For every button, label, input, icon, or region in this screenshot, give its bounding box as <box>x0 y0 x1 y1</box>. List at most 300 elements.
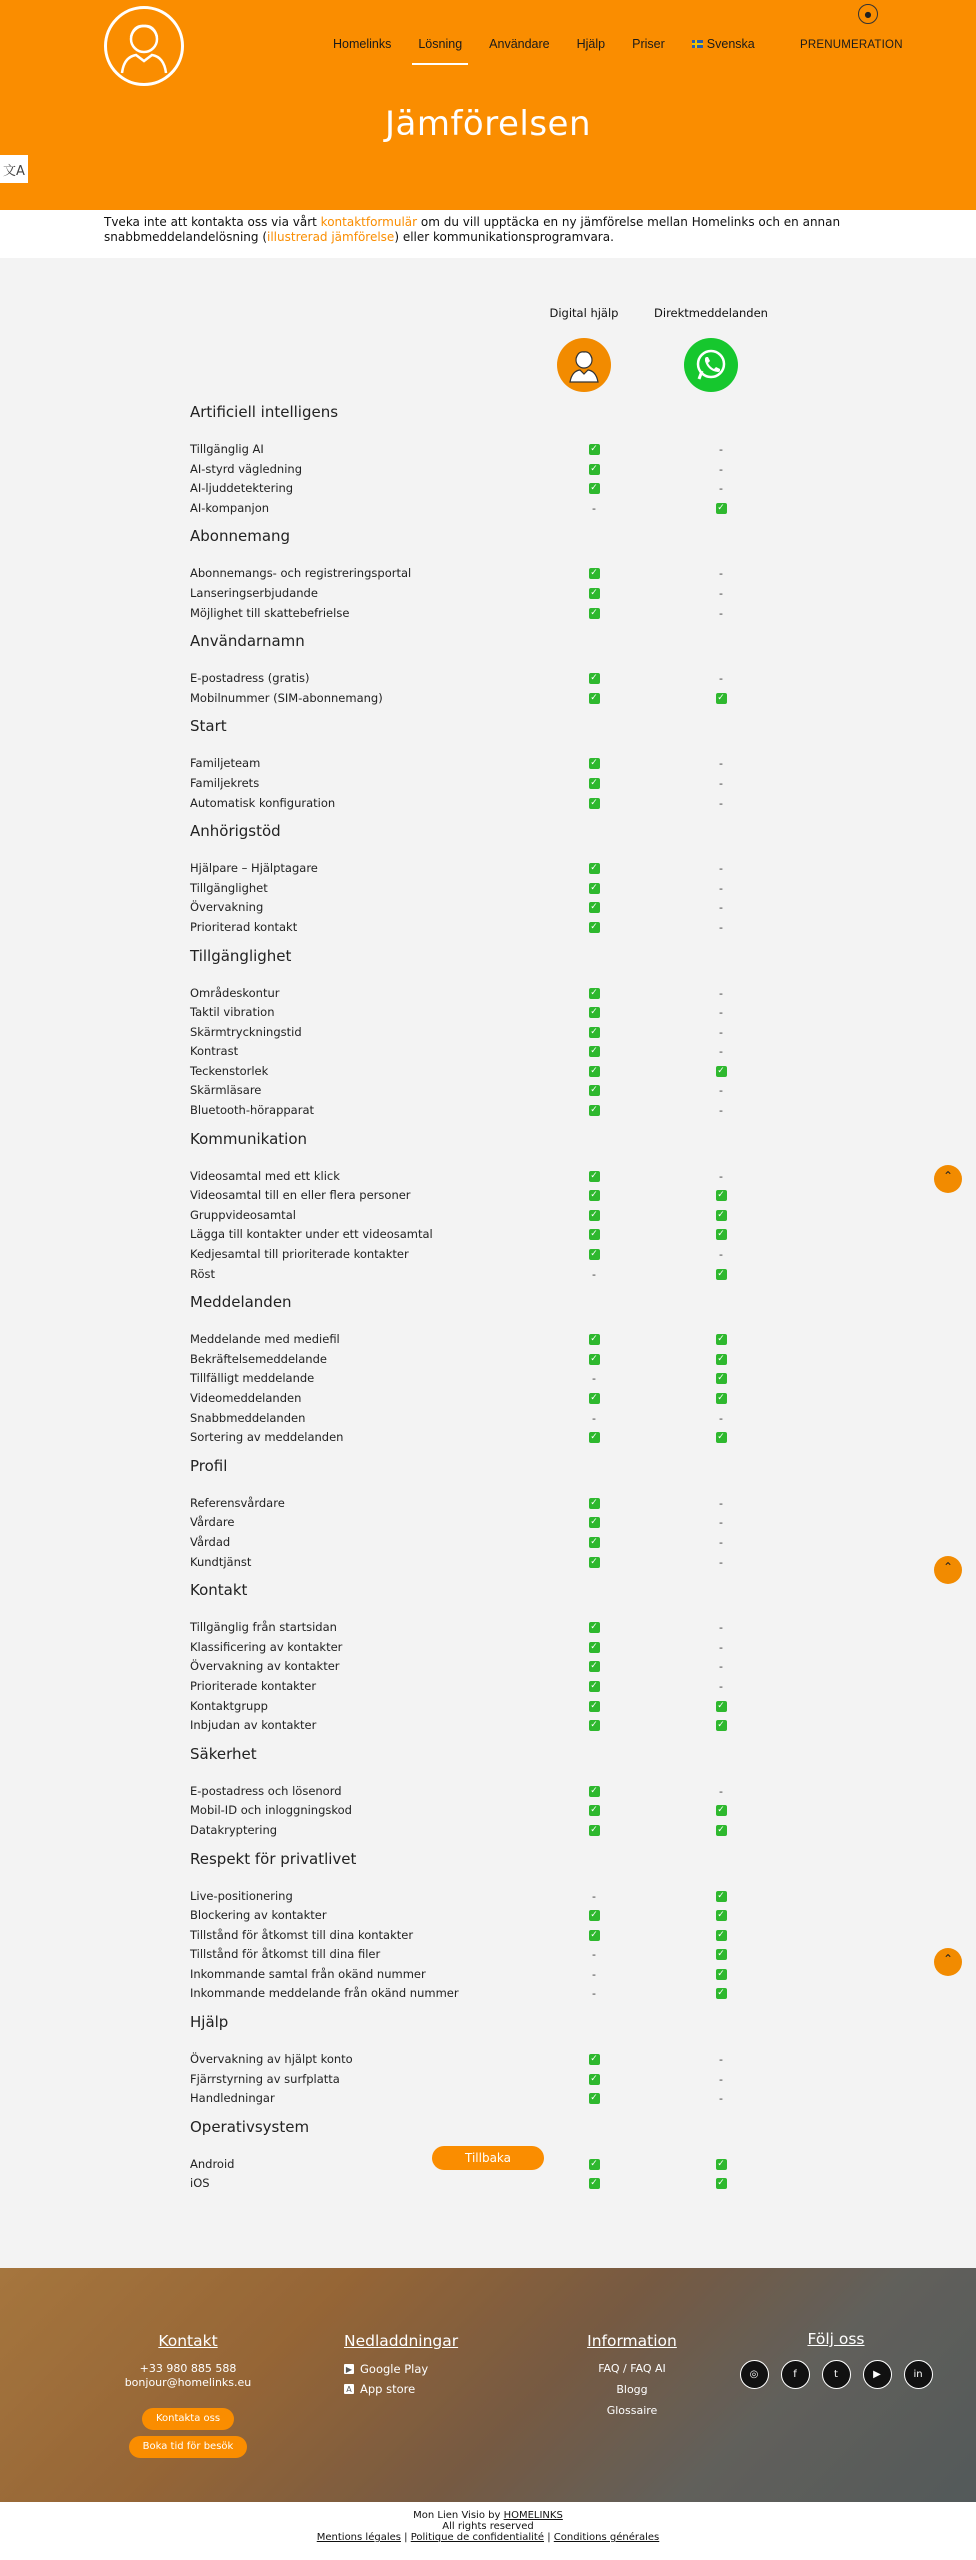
feature-row <box>190 499 790 519</box>
dash-mark: - <box>719 776 723 790</box>
feature-row <box>190 1409 790 1429</box>
check-icon: ✓ <box>590 1105 598 1116</box>
dash-mark: - <box>719 1516 723 1530</box>
section-title: Tillgänglighet <box>190 946 292 965</box>
feature-label: Automatisk konfiguration <box>190 795 336 810</box>
feature-label: E-postadress (gratis) <box>190 671 310 686</box>
check-icon: ✓ <box>590 797 598 808</box>
dash-mark: - <box>592 1967 596 1981</box>
check-icon: ✓ <box>590 1065 598 1076</box>
feature-row <box>190 479 790 499</box>
feature-supported <box>584 1062 604 1082</box>
footer-follow-title: Följ oss <box>807 2330 865 2348</box>
glossary-link[interactable]: Glossaire <box>606 2404 658 2417</box>
nav-anvandare[interactable]: Användare <box>489 37 550 51</box>
feature-label: Familjeteam <box>190 756 261 771</box>
feature-supported <box>584 479 604 499</box>
legal-bar <box>0 2502 976 2554</box>
feature-supported <box>584 1389 604 1409</box>
feature-unsupported <box>711 1245 731 1265</box>
footer-downloads <box>344 2332 474 2402</box>
back-button[interactable]: Tillbaka <box>432 2146 544 2170</box>
dash-mark: - <box>719 2092 723 2106</box>
language-label: Svenska <box>706 37 755 51</box>
feature-row <box>190 1042 790 1062</box>
dash-mark: - <box>719 606 723 620</box>
check-icon: ✓ <box>590 1536 598 1547</box>
nav-losning[interactable]: Lösning <box>418 37 463 51</box>
privacy-link[interactable]: Politique de confidentialité <box>410 2532 545 2543</box>
feature-unsupported <box>711 669 731 689</box>
section-title: Start <box>190 717 227 736</box>
feature-row <box>190 1906 790 1926</box>
check-icon: ✓ <box>590 1517 598 1528</box>
google-play-link[interactable] <box>344 2362 474 2376</box>
feature-label: Prioriterade kontakter <box>190 1678 317 1693</box>
feature-label: Övervakning <box>190 900 264 915</box>
feature-row <box>190 1984 790 2004</box>
scroll-top-button[interactable]: ⌃ <box>934 1165 962 1193</box>
feature-label: Kedjesamtal till prioriterade kontakter <box>190 1247 409 1262</box>
feature-supported <box>711 1389 731 1409</box>
feature-unsupported <box>584 499 604 519</box>
feature-supported <box>584 1245 604 1265</box>
feature-row <box>190 1926 790 1946</box>
check-icon: ✓ <box>590 1680 598 1691</box>
feature-supported <box>584 1638 604 1658</box>
feature-unsupported <box>711 754 731 774</box>
google-play-label: Google Play <box>360 2362 429 2376</box>
check-icon: ✓ <box>590 1353 598 1364</box>
check-icon: ✓ <box>590 1249 598 1260</box>
feature-label: Taktil vibration <box>190 1005 275 1020</box>
feature-supported <box>711 1428 731 1448</box>
dash-mark: - <box>719 1496 723 1510</box>
dash-mark: - <box>592 1267 596 1281</box>
feature-label: Prioriterad kontakt <box>190 919 298 934</box>
feature-label: Meddelande med mediefil <box>190 1332 340 1347</box>
feature-row <box>190 1801 790 1821</box>
check-icon: ✓ <box>717 1373 725 1384</box>
feature-label: Android <box>190 2156 235 2171</box>
check-icon: ✓ <box>590 673 598 684</box>
feature-label: Blockering av kontakter <box>190 1908 327 1923</box>
feature-unsupported <box>711 2089 731 2109</box>
check-icon: ✓ <box>717 1890 725 1901</box>
feature-row <box>190 2089 790 2109</box>
feature-supported <box>711 1225 731 1245</box>
feature-supported <box>584 2155 604 2175</box>
feature-supported <box>711 1801 731 1821</box>
section-title: Operativsystem <box>190 2117 310 2136</box>
check-icon: ✓ <box>717 692 725 703</box>
feature-label: Områdeskontur <box>190 985 280 1000</box>
illustrated-comparison-link[interactable]: illustrerad jämförelse <box>267 230 395 244</box>
check-icon: ✓ <box>717 1968 725 1979</box>
feature-supported <box>711 1369 731 1389</box>
feature-supported <box>584 1533 604 1553</box>
feature-row <box>190 1533 790 1553</box>
dash-mark: - <box>719 2072 723 2086</box>
whatsapp-icon <box>684 338 738 392</box>
check-icon: ✓ <box>717 1988 725 1999</box>
check-icon: ✓ <box>590 882 598 893</box>
feature-row <box>190 1369 790 1389</box>
feature-row <box>190 1513 790 1533</box>
check-icon: ✓ <box>717 1824 725 1835</box>
dash-mark: - <box>719 1679 723 1693</box>
facebook-icon[interactable]: f <box>781 2360 810 2389</box>
feature-supported <box>584 2089 604 2109</box>
feature-supported <box>711 1984 731 2004</box>
feature-row <box>190 1101 790 1121</box>
dash-mark: - <box>719 1084 723 1098</box>
footer-information <box>572 2332 692 2425</box>
feature-row <box>190 1167 790 1187</box>
feature-unsupported <box>711 1081 731 1101</box>
feature-supported <box>711 1821 731 1841</box>
check-icon: ✓ <box>590 1007 598 1018</box>
feature-supported <box>584 2070 604 2090</box>
feature-unsupported <box>711 794 731 814</box>
feature-unsupported <box>711 440 731 460</box>
dash-mark: - <box>719 1784 723 1798</box>
check-icon: ✓ <box>717 1268 725 1279</box>
feature-label: AI-kompanjon <box>190 500 270 515</box>
feature-supported <box>711 1926 731 1946</box>
feature-unsupported <box>711 604 731 624</box>
feature-unsupported <box>584 1945 604 1965</box>
instagram-icon[interactable]: ◎ <box>740 2360 769 2389</box>
check-icon: ✓ <box>590 1432 598 1443</box>
feature-label: Övervakning av hjälpt konto <box>190 2052 353 2067</box>
feature-unsupported <box>711 2070 731 2090</box>
feature-row <box>190 604 790 624</box>
check-icon: ✓ <box>590 1085 598 1096</box>
feature-row <box>190 1821 790 1841</box>
feature-supported <box>584 1494 604 1514</box>
check-icon: ✓ <box>717 1700 725 1711</box>
check-icon: ✓ <box>590 1026 598 1037</box>
feature-supported <box>584 1513 604 1533</box>
feature-label: Familjekrets <box>190 775 260 790</box>
feature-unsupported <box>711 1553 731 1573</box>
dash-mark: - <box>719 482 723 496</box>
feature-label: Mobilnummer (SIM-abonnemang) <box>190 690 383 705</box>
dash-mark: - <box>719 920 723 934</box>
feature-unsupported <box>711 859 731 879</box>
check-icon: ✓ <box>590 444 598 454</box>
dash-mark: - <box>719 1006 723 1020</box>
feature-row <box>190 1782 790 1802</box>
feature-row <box>190 1618 790 1638</box>
check-icon: ✓ <box>590 1929 598 1940</box>
feature-row <box>190 918 790 938</box>
credit-line <box>0 2510 976 2521</box>
check-icon: ✓ <box>590 1334 598 1345</box>
feature-row <box>190 1225 790 1245</box>
feature-supported <box>584 984 604 1004</box>
feature-supported <box>711 2174 731 2194</box>
feature-row <box>190 689 790 709</box>
feature-label: Lägga till kontakter under ett videosamtal <box>190 1227 433 1242</box>
check-icon: ✓ <box>590 1229 598 1240</box>
feature-supported <box>584 859 604 879</box>
feature-row <box>190 1494 790 1514</box>
feature-supported <box>584 1821 604 1841</box>
check-icon: ✓ <box>590 2158 598 2169</box>
feature-supported <box>584 1225 604 1245</box>
section-title: Meddelanden <box>190 1293 292 1312</box>
subscribe-link[interactable]: PRENUMERATION <box>800 39 903 51</box>
feature-supported <box>584 1926 604 1946</box>
dash-mark: - <box>719 672 723 686</box>
feature-row <box>190 1716 790 1736</box>
check-icon: ✓ <box>590 1170 598 1181</box>
swedish-flag-icon <box>692 40 703 48</box>
dash-mark: - <box>719 1411 723 1425</box>
check-icon: ✓ <box>590 1720 598 1731</box>
feature-label: Fjärrstyrning av surfplatta <box>190 2071 340 2086</box>
user-avatar-icon <box>114 15 174 77</box>
check-icon: ✓ <box>717 1209 725 1220</box>
check-icon: ✓ <box>717 1949 725 1960</box>
check-icon: ✓ <box>590 1209 598 1220</box>
twitter-icon[interactable]: t <box>822 2360 851 2389</box>
dash-mark: - <box>592 1411 596 1425</box>
feature-label: Vårdare <box>190 1515 235 1530</box>
feature-row <box>190 1350 790 1370</box>
check-icon: ✓ <box>590 1046 598 1057</box>
book-visit-button[interactable]: Boka tid för besök <box>129 2436 248 2458</box>
feature-unsupported <box>584 1887 604 1907</box>
dash-mark: - <box>719 443 723 456</box>
feature-label: Tillfälligt meddelande <box>190 1371 315 1386</box>
footer-contact <box>113 2332 263 2458</box>
feature-supported <box>711 499 731 519</box>
check-icon: ✓ <box>717 2178 725 2189</box>
feature-row <box>190 879 790 899</box>
feature-label: Gruppvideosamtal <box>190 1207 296 1222</box>
feature-unsupported <box>711 1677 731 1697</box>
feature-row <box>190 460 790 480</box>
check-icon: ✓ <box>717 1334 725 1345</box>
check-icon: ✓ <box>717 1393 725 1403</box>
scroll-top-button[interactable]: ⌃ <box>934 1948 962 1976</box>
feature-supported <box>584 1350 604 1370</box>
feature-label: Abonnemangs- och registreringsportal <box>190 566 412 581</box>
section-title: Profil <box>190 1456 228 1475</box>
feature-label: Snabbmeddelanden <box>190 1410 306 1425</box>
feature-supported <box>584 1042 604 1062</box>
comparison-table <box>190 394 790 2194</box>
play-icon: ▶ <box>345 2364 353 2374</box>
feature-row <box>190 1677 790 1697</box>
check-icon: ✓ <box>717 1720 725 1731</box>
footer-downloads-title: Nedladdningar <box>344 2332 459 2350</box>
check-icon: ✓ <box>590 1641 598 1652</box>
feature-supported <box>711 1697 731 1717</box>
feature-unsupported <box>711 1657 731 1677</box>
dash-mark: - <box>719 1104 723 1118</box>
feature-unsupported <box>711 774 731 794</box>
feature-unsupported <box>711 898 731 918</box>
footer-info-title: Information <box>587 2332 677 2350</box>
footer-phone[interactable]: +33 980 885 588 <box>139 2362 237 2375</box>
feature-row <box>190 859 790 879</box>
dash-mark: - <box>719 1025 723 1039</box>
feature-supported <box>584 669 604 689</box>
site-header <box>0 0 976 210</box>
feature-row <box>190 2050 790 2070</box>
section-title: Anhörigstöd <box>190 822 281 841</box>
dash-mark: - <box>719 881 723 895</box>
feature-unsupported <box>711 1167 731 1187</box>
app-store-link[interactable] <box>344 2382 474 2396</box>
feature-label: Klassificering av kontakter <box>190 1639 343 1654</box>
feature-unsupported <box>584 1984 604 2004</box>
footer-email[interactable]: bonjour@homelinks.eu <box>124 2376 252 2389</box>
feature-unsupported <box>711 1782 731 1802</box>
feature-supported <box>584 1023 604 1043</box>
check-icon: ✓ <box>590 1393 598 1403</box>
feature-supported <box>584 564 604 584</box>
check-icon: ✓ <box>717 1432 725 1443</box>
logo[interactable] <box>104 6 184 86</box>
dash-mark: - <box>719 1555 723 1569</box>
feature-label: Bekräftelsemeddelande <box>190 1351 327 1366</box>
feature-row <box>190 794 790 814</box>
feature-supported <box>711 1330 731 1350</box>
dash-mark: - <box>719 2053 723 2067</box>
footer-follow <box>720 2330 952 2389</box>
legal-notice-link[interactable]: Mentions légales <box>316 2532 401 2543</box>
blog-link[interactable]: Blogg <box>616 2383 648 2396</box>
feature-row <box>190 1945 790 1965</box>
nav-language[interactable] <box>692 37 755 51</box>
section-title: Användarnamn <box>190 632 305 651</box>
feature-supported <box>584 604 604 624</box>
feature-supported <box>711 1965 731 1985</box>
intro <box>0 210 976 258</box>
check-icon: ✓ <box>717 1065 725 1076</box>
feature-label: Lanseringserbjudande <box>190 585 318 600</box>
dash-mark: - <box>719 986 723 1000</box>
contact-form-link[interactable]: kontaktformulär <box>320 215 418 229</box>
dash-mark: - <box>719 1535 723 1549</box>
check-icon: ✓ <box>590 1622 598 1633</box>
feature-row <box>190 1638 790 1658</box>
feature-label: Inkommande meddelande från okänd nummer <box>190 1986 459 2001</box>
check-icon: ✓ <box>590 902 598 913</box>
feature-label: Mobil-ID och inloggningskod <box>190 1803 352 1818</box>
check-icon: ✓ <box>590 1910 598 1921</box>
scroll-top-button[interactable]: ⌃ <box>934 1556 962 1584</box>
dash-mark: - <box>592 1987 596 2001</box>
faq-link[interactable]: FAQ / FAQ AI <box>598 2362 666 2375</box>
feature-supported <box>711 1350 731 1370</box>
feature-label: Teckenstorlek <box>190 1063 269 1078</box>
check-icon: ✓ <box>590 607 598 618</box>
page-title: Jämförelsen <box>384 104 592 144</box>
section-title: Artificiell intelligens <box>190 403 339 421</box>
section-title: Säkerhet <box>190 1744 257 1763</box>
check-icon: ✓ <box>590 568 598 579</box>
feature-supported <box>584 440 604 460</box>
dash-mark: - <box>592 501 596 515</box>
social-links <box>720 2360 952 2389</box>
feature-unsupported <box>711 2050 731 2070</box>
translate-icon[interactable]: 文A <box>0 155 28 183</box>
feature-supported <box>584 1782 604 1802</box>
dash-mark: - <box>719 1248 723 1262</box>
feature-supported <box>584 1206 604 1226</box>
feature-label: E-postadress och lösenord <box>190 1783 342 1798</box>
feature-row <box>190 2070 790 2090</box>
intro-text <box>104 215 864 245</box>
footer-contact-title: Kontakt <box>158 2332 218 2350</box>
terms-link[interactable]: Conditions générales <box>553 2532 660 2543</box>
feature-supported <box>711 1265 731 1285</box>
dash-mark: - <box>719 462 723 476</box>
feature-row <box>190 584 790 604</box>
feature-row <box>190 1697 790 1717</box>
feature-supported <box>584 1428 604 1448</box>
feature-supported <box>711 1206 731 1226</box>
feature-row <box>190 1389 790 1409</box>
feature-supported <box>584 1186 604 1206</box>
feature-supported <box>584 1101 604 1121</box>
feature-unsupported <box>711 1003 731 1023</box>
dash-mark: - <box>592 1889 596 1903</box>
linkedin-icon[interactable]: in <box>904 2360 933 2389</box>
check-icon: ✓ <box>590 921 598 932</box>
feature-supported <box>711 2155 731 2175</box>
homelinks-link[interactable]: HOMELINKS <box>503 2510 563 2521</box>
feature-label: Hjälpare – Hjälptagare <box>190 861 318 876</box>
check-icon: ✓ <box>590 2093 598 2104</box>
feature-supported <box>584 794 604 814</box>
feature-label: Videosamtal med ett klick <box>190 1168 340 1183</box>
contact-us-button[interactable]: Kontakta oss <box>142 2408 234 2430</box>
feature-unsupported <box>711 918 731 938</box>
feature-row <box>190 754 790 774</box>
youtube-icon[interactable]: ▶ <box>863 2360 892 2389</box>
check-icon: ✓ <box>717 1805 725 1816</box>
feature-supported <box>584 1167 604 1187</box>
section-title: Kommunikation <box>190 1129 308 1148</box>
accessibility-icon[interactable]: ● <box>858 4 878 24</box>
check-icon: ✓ <box>590 692 598 703</box>
feature-row <box>190 1081 790 1101</box>
check-icon: ✓ <box>590 1497 598 1508</box>
feature-unsupported <box>711 1513 731 1533</box>
feature-label: Tillstånd för åtkomst till dina kontakter <box>190 1927 414 1942</box>
intro-part: ) eller kommunikationsprogramvara. <box>394 230 614 244</box>
dash-mark: - <box>719 1621 723 1635</box>
feature-label: AI-ljuddetektering <box>190 481 294 496</box>
feature-supported <box>584 898 604 918</box>
feature-label: Live-positionering <box>190 1888 293 1903</box>
column-header-digital-help: Digital hjälp <box>549 306 619 320</box>
dash-mark: - <box>719 1045 723 1059</box>
nav-priser[interactable]: Priser <box>632 37 665 51</box>
nav-homelinks[interactable]: Homelinks <box>333 37 392 51</box>
check-icon: ✓ <box>717 1190 725 1201</box>
feature-unsupported <box>711 584 731 604</box>
check-icon: ✓ <box>717 502 725 513</box>
nav-hjalp[interactable]: Hjälp <box>576 37 606 51</box>
